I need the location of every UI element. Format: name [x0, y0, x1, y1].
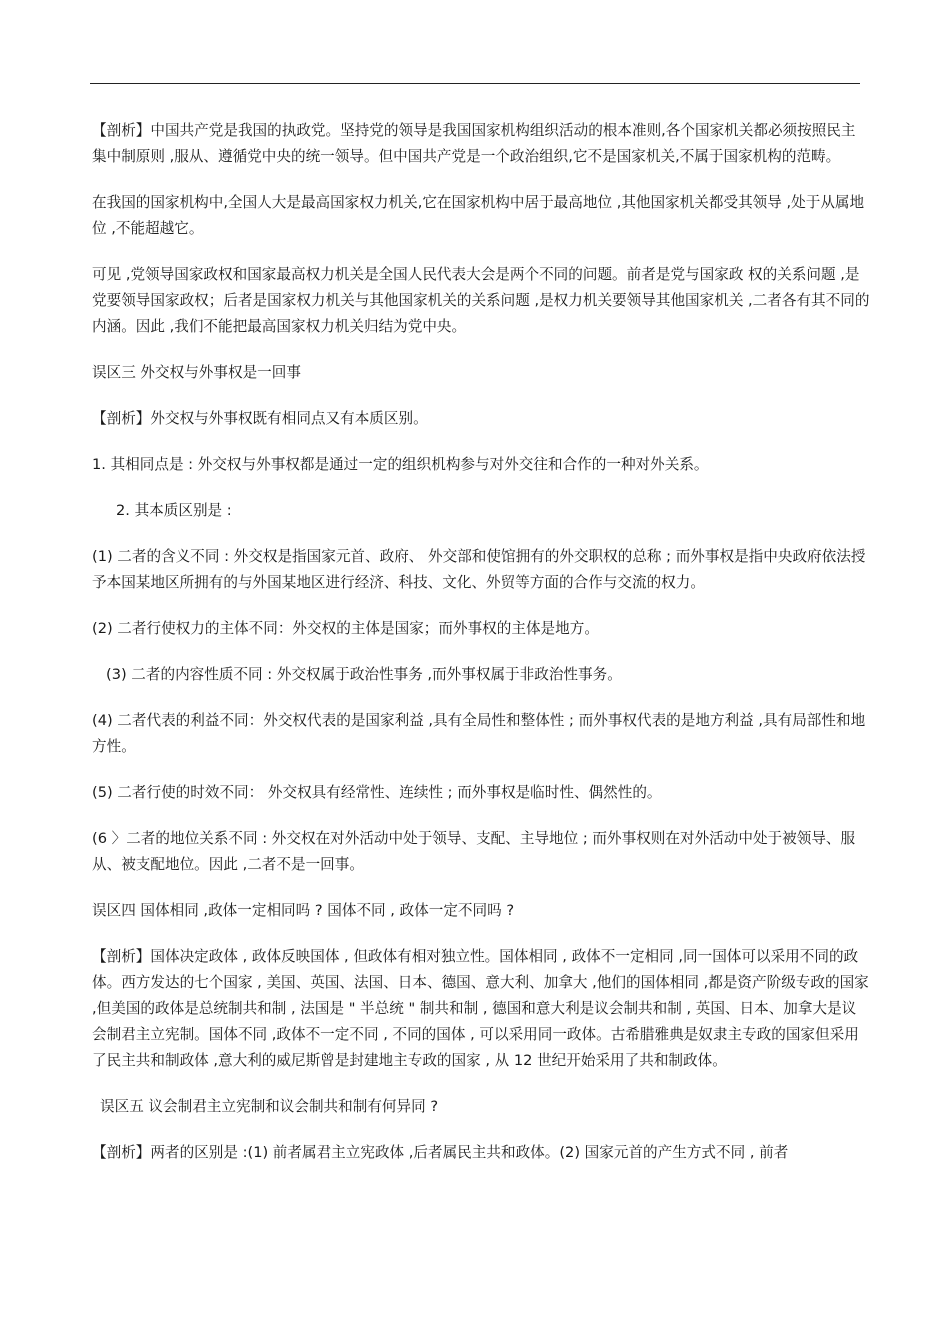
- heading-misconception-4: 误区四 国体相同 ,政体一定相同吗 ? 国体不同 , 政体一定不同吗 ?: [92, 902, 515, 919]
- paragraph-analysis-party: 【剖析】中国共产党是我国的执政党。坚持党的领导是我国国家机构组织活动的根本准则,各个国家机关都必须按照民主集中制原则 ,服从、遵循党中央的统一领导。但中国共产党是一个政治组织,它不是国家机关,不属于国家机构的范畴。: [92, 122, 856, 165]
- paragraph-analysis-monarchy-republic: 【剖析】两者的区别是 :(1) 前者属君主立宪政体 ,后者属民主共和政体。(2) 国家元首的产生方式不同 , 前者: [92, 1144, 789, 1161]
- header-rule: [90, 83, 860, 84]
- paragraph-npc-status: 在我国的国家机构中,全国人大是最高国家权力机关,它在国家机构中居于最高地位 ,其他国家机关都受其领导 ,处于从属地位 ,不能超越它。: [92, 194, 865, 237]
- paragraph-similarity: 1. 其相同点是 : 外交权与外事权都是通过一定的组织机构参与对外交往和合作的一种对外关系。: [92, 456, 709, 473]
- paragraph-difference-intro: 2. 其本质区别是 :: [116, 502, 232, 519]
- paragraph-difference-5: (5) 二者行使的时效不同： 外交权具有经常性、连续性 ; 而外事权是临时性、偶然性的。: [92, 784, 662, 801]
- document-body: [92, 118, 870, 1166]
- heading-misconception-5: 误区五 议会制君主立宪制和议会制共和制有何异同 ?: [100, 1098, 439, 1115]
- paragraph-difference-3: (3) 二者的内容性质不同 : 外交权属于政治性事务 ,而外事权属于非政治性事务。: [106, 666, 622, 683]
- paragraph-analysis-state-system: 【剖析】国体决定政体 , 政体反映国体 , 但政体有相对独立性。国体相同 , 政体不一定相同 ,同一国体可以采用不同的政体。西方发达的七个国家 , 美国、英国、法国、日本、德国、意大利、加拿大 ,他们的国体相同 ,都是资产阶级专政的国家 ,但美国的政体是总统制共和制 , 法国是 " 半总统 " 制共和制 , 德国和意大利是议会制共和制 , 英国、日本、加拿大是议会制君主立宪制。国体不同 ,政体不一定不同 , 不同的国体 , 可以采用同一政体。古希腊雅典是奴隶主专政的国家但采用了民主共和制政体 ,意大利的威尼斯曾是封建地主专政的国家 , 从 12 世纪开始采用了共和制政体。: [92, 948, 869, 1069]
- paragraph-difference-1: (1) 二者的含义不同 : 外交权是指国家元首、政府、 外交部和使馆拥有的外交职权的总称 ; 而外事权是指中央政府依法授予本国某地区所拥有的与外国某地区进行经济、科技、文化、外贸等方面的合作与交流的权力。: [92, 548, 866, 591]
- paragraph-difference-4: (4) 二者代表的利益不同：外交权代表的是国家利益 ,具有全局性和整体性 ; 而外事权代表的是地方利益 ,具有局部性和地方性。: [92, 712, 866, 755]
- paragraph-difference-6: (6 〉二者的地位关系不同 : 外交权在对外活动中处于领导、支配、主导地位 ; 而外事权则在对外活动中处于被领导、服从、被支配地位。因此 ,二者不是一回事。: [92, 830, 856, 873]
- paragraph-conclusion: 可见 ,党领导国家政权和国家最高权力机关是全国人民代表大会是两个不同的问题。前者是党与国家政 权的关系问题 ,是党要领导国家政权；后者是国家权力机关与其他国家机关的关系问题 ,是权力机关要领导其他国家机关 ,二者各有其不同的内涵。因此 ,我们不能把最高国家权力机关归结为党中央。: [92, 266, 870, 335]
- heading-misconception-3: 误区三 外交权与外事权是一回事: [92, 364, 301, 381]
- paragraph-difference-2: (2) 二者行使权力的主体不同：外交权的主体是国家；而外事权的主体是地方。: [92, 620, 599, 637]
- paragraph-analysis-diplomacy: 【剖析】外交权与外事权既有相同点又有本质区别。: [92, 410, 428, 427]
